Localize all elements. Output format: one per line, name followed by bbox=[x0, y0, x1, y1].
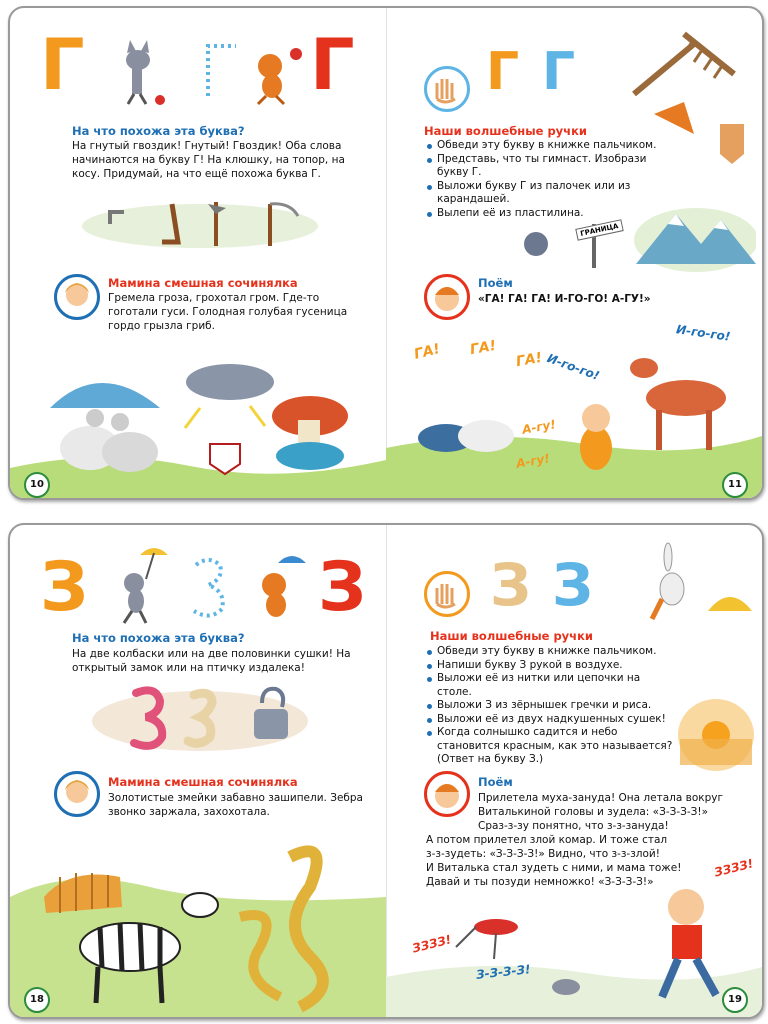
list-item: Выложи её из двух надкушенных сушек! bbox=[426, 713, 674, 727]
zebra-snakes-scene bbox=[10, 827, 386, 1017]
page-11 bbox=[386, 8, 762, 498]
list-item: Когда солнышко садится и небо становится красным, как это называется? (Ответ на букву З.) bbox=[426, 726, 674, 767]
page-18 bbox=[10, 525, 386, 1017]
book-spread-letter-z bbox=[8, 523, 764, 1019]
heading-mom-funny: Мамина смешная сочинялка bbox=[108, 775, 298, 789]
list-item: Представь, что ты гимнаст. Изобрази букву Г. bbox=[426, 153, 664, 180]
letter-g-pencil: Г bbox=[486, 42, 520, 102]
heading-mom-funny: Мамина смешная сочинялка bbox=[108, 276, 298, 290]
boy-avatar bbox=[424, 274, 470, 320]
big-letter-z-red: З bbox=[318, 548, 367, 627]
song-line: И Виталька стал зудеть с ними, и мама тоже! bbox=[426, 862, 682, 874]
page-number-10: 10 bbox=[24, 472, 50, 498]
orange-cat-illustration bbox=[246, 46, 306, 106]
sound-igogo-1: И-го-го! bbox=[545, 351, 602, 383]
rabbit-umbrella-illustration bbox=[648, 539, 758, 629]
sound-zzzz-1: ЗЗЗЗ! bbox=[712, 856, 755, 880]
song-line: Виталькиной головы и зудела: «З-З-З-З!» bbox=[478, 806, 709, 818]
hands-icon bbox=[424, 571, 470, 617]
song-line: А потом прилетел злой комар. И тоже стал bbox=[426, 834, 668, 846]
mountains-sign-scene bbox=[516, 184, 756, 274]
song-line: «ГА! ГА! ГА! И-ГО-ГО! А-ГУ!» bbox=[478, 293, 651, 305]
list-item: Напиши букву З рукой в воздухе. bbox=[426, 659, 674, 673]
list-item: Обведи эту букву в книжке пальчиком. bbox=[426, 139, 664, 153]
heading-what-looks-like: На что похожа эта буква? bbox=[72, 124, 245, 138]
sound-agu-1: А-гу! bbox=[521, 417, 557, 437]
big-letter-g-orange: Г bbox=[40, 24, 85, 106]
page-19 bbox=[386, 525, 762, 1017]
page-number-19: 19 bbox=[722, 987, 748, 1013]
sound-ga-1: ГА! bbox=[412, 341, 442, 363]
heading-magic-hands: Наши волшебные ручки bbox=[424, 124, 587, 138]
text-what-looks-like: На две колбаски или на две половинки сушки! На открытый замок или на птичку издалека! bbox=[72, 648, 351, 674]
sound-agu-2: А-гу! bbox=[515, 451, 551, 471]
letter-z-beige: З bbox=[490, 551, 532, 619]
heading-magic-hands: Наши волшебные ручки bbox=[430, 629, 593, 643]
mom-avatar bbox=[54, 274, 100, 320]
list-item: Выложи З из зёрнышек гречки и риса. bbox=[426, 699, 674, 713]
sound-z-z-z-z: З-З-З-З! bbox=[475, 962, 532, 982]
border-sign: ГРАНИЦА bbox=[575, 219, 623, 240]
magic-hands-list bbox=[426, 645, 674, 767]
song-line: Давай и ты позуди немножко! «З-З-З-З!» bbox=[426, 876, 654, 888]
mom-avatar bbox=[54, 771, 100, 817]
page-number-18: 18 bbox=[24, 987, 50, 1013]
letter-g-blue: Г bbox=[542, 42, 576, 102]
song-line: Сраз-з-зу понятно, что з-з-зануда! bbox=[478, 820, 669, 832]
heading-what-looks-like: На что похожа эта буква? bbox=[72, 631, 245, 645]
letter-z-blue: З bbox=[552, 551, 594, 619]
dotted-letter-z bbox=[190, 555, 230, 625]
text-what-looks-like: На гнутый гвоздик! Гнутый! Гвоздик! Оба слова начинаются на букву Г! На клюшку, на топор, на косу. Придумай, на что ещё похожа буква Г. bbox=[72, 140, 345, 180]
orange-cat-umbrella-illustration bbox=[248, 551, 312, 621]
sunset-illustration bbox=[676, 695, 756, 775]
cat-umbrella-illustration bbox=[110, 539, 180, 629]
heading-sing: Поём bbox=[478, 775, 513, 789]
text-mom-funny: Гремела гроза, грохотал гром. Где-то гоготали гуси. Голодная голубая гусеница гордо грызла гриб. bbox=[108, 292, 348, 332]
g-shaped-objects bbox=[80, 194, 320, 254]
dotted-letter-g bbox=[200, 40, 240, 100]
page-number-11: 11 bbox=[722, 472, 748, 498]
sound-ga-3: ГА! bbox=[514, 349, 544, 371]
big-letter-z-orange: З bbox=[40, 548, 89, 627]
book-spread-letter-g bbox=[8, 6, 764, 500]
sound-igogo-2: И-го-го! bbox=[675, 322, 732, 344]
sound-zzzz-2: ЗЗЗЗ! bbox=[410, 932, 453, 956]
cat-illustration bbox=[110, 38, 170, 108]
heading-sing: Поём bbox=[478, 276, 513, 290]
song-line: Прилетела муха-зануда! Она летала вокруг bbox=[478, 792, 723, 804]
hands-icon bbox=[424, 66, 470, 112]
page-10 bbox=[10, 8, 386, 498]
text-mom-funny: Золотистые змейки забавно зашипели. Зебра звонко заржала, захохотала. bbox=[108, 792, 363, 818]
geese-horse-baby-scene bbox=[386, 328, 762, 498]
song-line: з-з-зудеть: «З-З-З-З!» Видно, что з-з-злой! bbox=[426, 848, 660, 860]
big-letter-g-red: Г bbox=[310, 24, 355, 106]
geese-mushroom-scene bbox=[10, 348, 386, 498]
list-item: Вылепи её из пластилина. bbox=[426, 207, 664, 221]
list-item: Выложи букву Г из палочек или из карандашей. bbox=[426, 180, 664, 207]
list-item: Выложи её из нитки или цепочки на столе. bbox=[426, 672, 674, 699]
z-shaped-objects bbox=[90, 681, 310, 755]
sound-ga-2: ГА! bbox=[468, 337, 498, 359]
list-item: Обведи эту букву в книжке пальчиком. bbox=[426, 645, 674, 659]
